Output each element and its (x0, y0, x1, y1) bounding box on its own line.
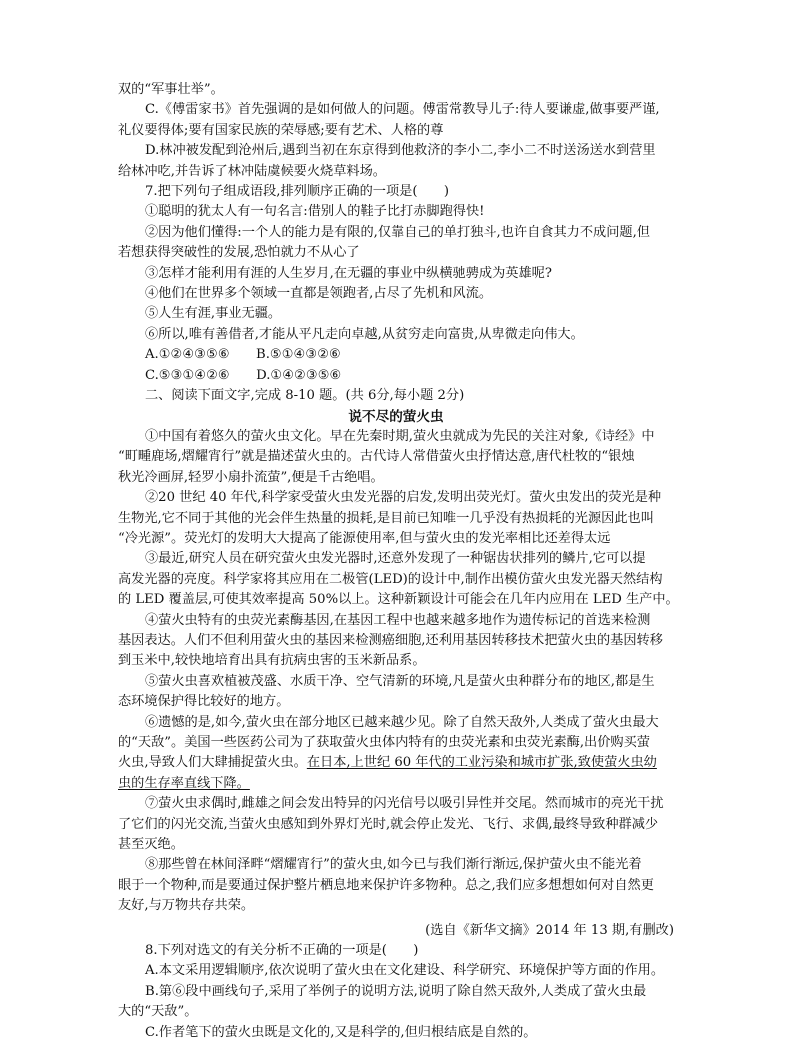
article-title: 说不尽的萤火虫 (348, 408, 444, 425)
paragraph-2: ②20 世纪 40 年代,科学家受萤火虫发光器的启发,发明出荧光灯。萤火虫发出的荧光是种 (145, 490, 662, 506)
paragraph-4: ④萤火虫特有的虫荧光素酶基因,在基因工程中也越来越多地作为遗传标记的首选来检测 (145, 612, 651, 628)
option-c: C.《傅雷家书》首先强调的是如何做人的问题。傅雷常教导儿子:待人要谦虚,做事要严谨, (145, 102, 660, 118)
sentence-2-cont: 若想获得突破性的发展,恐怕就力不从心了 (118, 245, 360, 261)
section-heading: 二、阅读下面文字,完成 8-10 题。(共 6分,每小题 2分) (145, 388, 465, 404)
paragraph-2-line-3: “冷光源”。荧光灯的发明大大提高了能源使用率,但与萤火虫的发光率相比还差得太远 (118, 530, 611, 546)
paragraph-8-line-2: 眼于一个物种,而是要通过保护整片栖息地来保护许多物种。总之,我们应多想想如何对自然更 (118, 877, 654, 893)
sentence-2: ②因为他们懂得:一个人的能力是有限的,仅靠自己的单打独斗,也许自食其力不成问题,但 (145, 224, 650, 240)
paragraph-5-line-2: 态环境保护得比较好的地方。 (118, 694, 290, 710)
paragraph-6-line-2: 的“天敌”。美国一些医药公司为了获取萤火虫体内特有的虫荧光素和虫荧光素酶,出价购买萤 (118, 735, 650, 750)
paragraph-3-line-3: 的 LED 覆盖层,可使其效率提高 50%以上。这种新颖设计可能会在几年内应用在 LED 生产中。 (118, 592, 679, 608)
option-b-tail: 双的“军事壮举”。 (118, 82, 224, 97)
paragraph-6-text: 火虫,导致人们大肆捕捉萤火虫。 (118, 755, 307, 771)
q7-options-cd: C.⑤③①④②⑥ D.①④②③⑤⑥ (145, 367, 342, 383)
paragraph-6-line-3 (118, 753, 674, 773)
sentence-3: ③怎样才能利用有涯的人生岁月,在无疆的事业中纵横驰骋成为英雄呢? (145, 265, 552, 281)
option-c-cont: 礼仪要得体;要有国家民族的荣辱感;要有艺术、人格的尊 (118, 122, 444, 138)
sentence-6: ⑥所以,唯有善借者,才能从平凡走向卓越,从贫穷走向富贵,从卑微走向伟大。 (145, 326, 584, 342)
q7-options-ab: A.①②④③⑤⑥ B.⑤①④③②⑥ (145, 347, 341, 363)
option-d: D.林冲被发配到沧州后,遇到当初在东京得到他救济的李小二,李小二不时送汤送水到营里 (145, 143, 656, 159)
paragraph-4-line-3: 到玉米中,较快地培育出具有抗病虫害的玉米新品系。 (118, 653, 426, 669)
paragraph-4-line-2: 基因表达。人们不但利用萤火虫的基因来检测癌细胞,还利用基因转移技术把萤火虫的基因转移 (118, 632, 663, 648)
paragraph-3: ③最近,研究人员在研究萤火虫发光器时,还意外发现了一种锯齿状排列的鳞片,它可以提 (145, 551, 646, 567)
paragraph-8-line-3: 友好,与万物共存共荣。 (118, 898, 255, 914)
paragraph-1-line-2: “町畽鹿场,熠耀宵行”就是描述萤火虫的。古代诗人常借萤火虫抒情达意,唐代杜牧的“银烛 (118, 449, 635, 465)
paragraph-3-line-2: 高发光器的亮度。科学家将其应用在二极管(LED)的设计中,制作出模仿萤火虫发光器天然结构 (118, 571, 663, 587)
question-8: 8.下列对选文的有关分析不正确的一项是( ) (145, 943, 419, 959)
paragraph-2-line-2: 生物光,它不同于其他的光会伴生热量的损耗,是目前已知唯一几乎没有热损耗的光源因此也叫 (118, 510, 654, 526)
paragraph-8: ⑧那些曾在林间泽畔“熠耀宵行”的萤火虫,如今已与我们渐行渐远,保护萤火虫不能光着 (145, 857, 642, 873)
paragraph-6: ⑥遗憾的是,如今,萤火虫在部分地区已越来越少见。除了自然天敌外,人类成了萤火虫最大 (145, 714, 659, 730)
q8-option-a: A.本文采用逻辑顺序,依次说明了萤火虫在文化建设、科学研究、环境保护等方面的作用。 (145, 963, 665, 979)
paragraph-7-line-3: 甚至灭绝。 (118, 837, 184, 853)
question-7: 7.把下列句子组成语段,排列顺序正确的一项是( ) (145, 184, 449, 200)
q8-option-b: B.第⑥段中画线句子,采用了举例子的说明方法,说明了除自然天敌外,人类成了萤火虫最 (145, 983, 647, 999)
exam-page (118, 80, 679, 1043)
underlined-sentence-end: 虫的生存率直线下降。 (118, 775, 250, 791)
paragraph-1: ①中国有着悠久的萤火虫文化。早在先秦时期,萤火虫就成为先民的关注对象,《诗经》中 (145, 428, 655, 444)
option-d-cont: 给林冲吃,并告诉了林冲陆虞候要火烧草料场。 (118, 163, 386, 179)
paragraph-5: ⑤萤火虫喜欢植被茂盛、水质干净、空气清新的环境,凡是萤火虫种群分布的地区,都是生 (145, 673, 655, 689)
paragraph-7: ⑦萤火虫求偶时,雌雄之间会发出特异的闪光信号以吸引异性并交尾。然而城市的亮光干扰 (145, 796, 664, 812)
q8-option-c: C.作者笔下的萤火虫既是文化的,又是科学的,但归根结底是自然的。 (145, 1024, 537, 1040)
paragraph-7-line-2: 了它们的闪光交流,当萤火虫感知到外界灯光时,就会停止发光、飞行、求偶,最终导致种群减少 (118, 816, 659, 832)
paragraph-1-line-3: 秋光冷画屏,轻罗小扇扑流萤”,便是千古绝唱。 (118, 469, 384, 485)
sentence-4: ④他们在世界多个领域一直都是领跑者,占尽了先机和风流。 (145, 286, 493, 302)
article-source: (选自《新华文摘》2014 年 13 期,有删改) (425, 922, 674, 938)
underlined-sentence: 在日本,上世纪 60 年代的工业污染和城市扩张,致使萤火虫幼 (306, 755, 657, 771)
sentence-5: ⑤人生有涯,事业无疆。 (145, 306, 282, 322)
sentence-1: ①聪明的犹太人有一句名言:借别人的鞋子比打赤脚跑得快! (145, 204, 485, 220)
paragraph-6-line-4 (118, 774, 674, 794)
q8-option-b-cont: 大的“天敌”。 (118, 1004, 198, 1020)
